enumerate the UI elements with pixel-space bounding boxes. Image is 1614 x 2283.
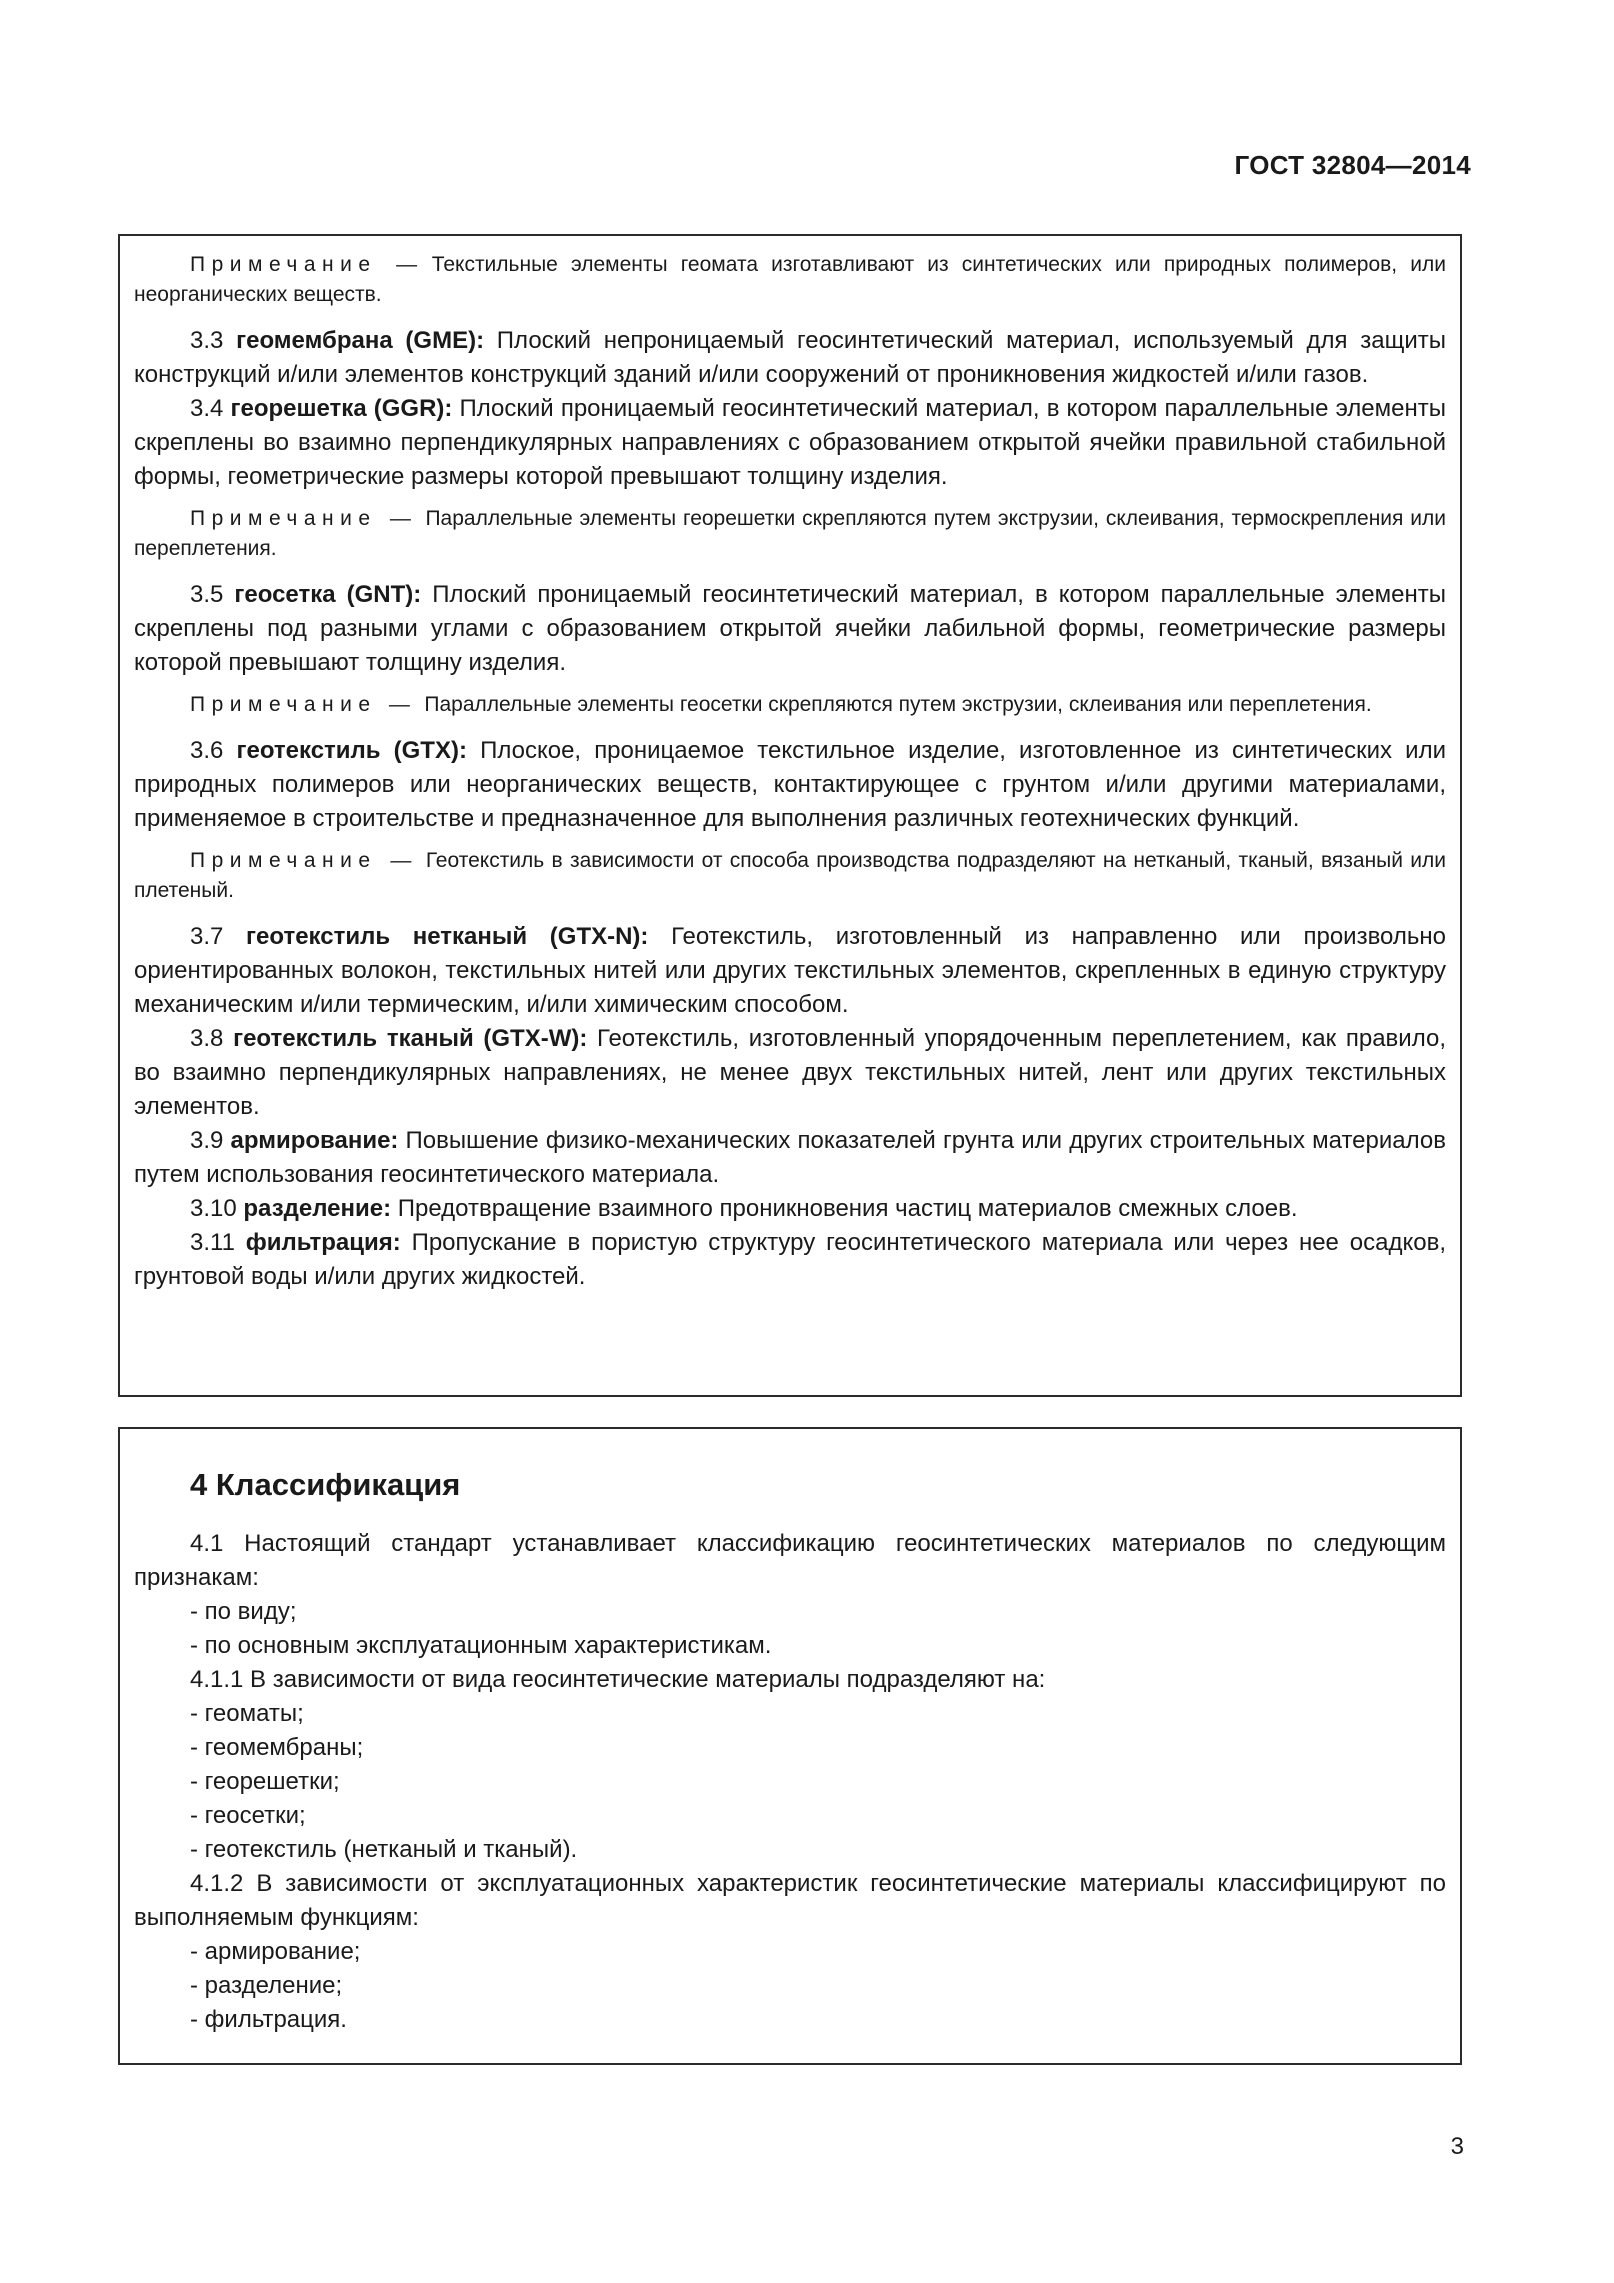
definition-3-8: 3.8 геотекстиль тканый (GTX-W): Геотекстиль, изготовленный упорядоченным переплетением, как правило, во взаимно перпендикулярных направлениях, не менее двух текстильных нитей, лент или других текстильных элементов. <box>134 1025 1446 1120</box>
definition-3-3: 3.3 геомембрана (GME): Плоский непроницаемый геосинтетический материал, используемый для защиты конструкций и/или элементов конструкций зданий и/или сооружений от проникновения жидкостей и/или газов. <box>134 327 1446 388</box>
list-item: - фильтрация. <box>190 2006 347 2033</box>
section-title: 4 Классификация <box>190 1467 461 1502</box>
definitions-box <box>118 234 1462 1397</box>
paragraph-4-1: 4.1 Настоящий стандарт устанавливает классификацию геосинтетических материалов по следующим признакам: <box>134 1530 1446 1591</box>
definition-3-10: 3.10 разделение: Предотвращение взаимного проникновения частиц материалов смежных слоев. <box>190 1195 1298 1222</box>
page-number: 3 <box>1450 2133 1464 2160</box>
document-code: ГОСТ 32804—2014 <box>1234 150 1471 180</box>
list-item: - геоматы; <box>190 1700 304 1727</box>
list-item: - разделение; <box>190 1972 343 1999</box>
list-item: - геосетки; <box>190 1802 306 1829</box>
definition-3-7: 3.7 геотекстиль нетканый (GTX-N): Геотекстиль, изготовленный из направленно или произвольно ориентированных волокон, текстильных нитей или других текстильных элементов, скрепленных в единую структуру механическим и/или термическим, и/или химическим способом. <box>134 923 1446 1018</box>
list-item: - по основным эксплуатационным характеристикам. <box>190 1632 772 1659</box>
paragraph-4-1-2: 4.1.2 В зависимости от эксплуатационных характеристик геосинтетические материалы классифицируют по выполняемым функциям: <box>134 1870 1446 1931</box>
list-item: - армирование; <box>190 1938 361 1965</box>
definition-3-4: 3.4 георешетка (GGR): Плоский проницаемый геосинтетический материал, в котором параллельные элементы скреплены во взаимно перпендикулярных направлениях с образованием открытой ячейки правильной стабильной формы, геометрические размеры которой превышают толщину изделия. <box>134 395 1446 490</box>
list-item: - геотекстиль (нетканый и тканый). <box>190 1836 578 1863</box>
note-3-6: Примечание — Геотекстиль в зависимости от способа производства подразделяют на нетканый, тканый, вязаный или плетеный. <box>134 849 1446 902</box>
list-item: - геомембраны; <box>190 1734 364 1761</box>
definition-3-11: 3.11 фильтрация: Пропускание в пористую структуру геосинтетического материала или через нее осадков, грунтовой воды и/или других жидкостей. <box>134 1229 1446 1290</box>
paragraph-4-1-1: 4.1.1 В зависимости от вида геосинтетические материалы подразделяют на: <box>190 1666 1046 1693</box>
definition-3-6: 3.6 геотекстиль (GTX): Плоское, проницаемое текстильное изделие, изготовленное из синтетических или природных полимеров или неорганических веществ, контактирующее с грунтом и/или другими материалами, применяемое в строительстве и предназначенное для выполнения различных геотехнических функций. <box>134 737 1446 832</box>
list-item: - георешетки; <box>190 1768 340 1795</box>
note-3-5: Примечание — Параллельные элементы геосетки скрепляются путем экструзии, склеивания или переплетения. <box>190 693 1372 716</box>
definition-3-9: 3.9 армирование: Повышение физико-механических показателей грунта или других строительных материалов путем использования геосинтетического материала. <box>134 1127 1446 1188</box>
note-geomat: Примечание — Текстильные элементы геомата изготавливают из синтетических или природных полимеров, или неорганических веществ. <box>134 253 1446 306</box>
definition-3-5: 3.5 геосетка (GNT): Плоский проницаемый геосинтетический материал, в котором параллельные элементы скреплены под разными углами с образованием открытой ячейки лабильной формы, геометрические размеры которой превышают толщину изделия. <box>134 581 1446 676</box>
list-item: - по виду; <box>190 1598 297 1625</box>
classification-box <box>118 1427 1462 2065</box>
note-3-4: Примечание — Параллельные элементы георешетки скрепляются путем экструзии, склеивания, термоскрепления или переплетения. <box>134 507 1446 560</box>
